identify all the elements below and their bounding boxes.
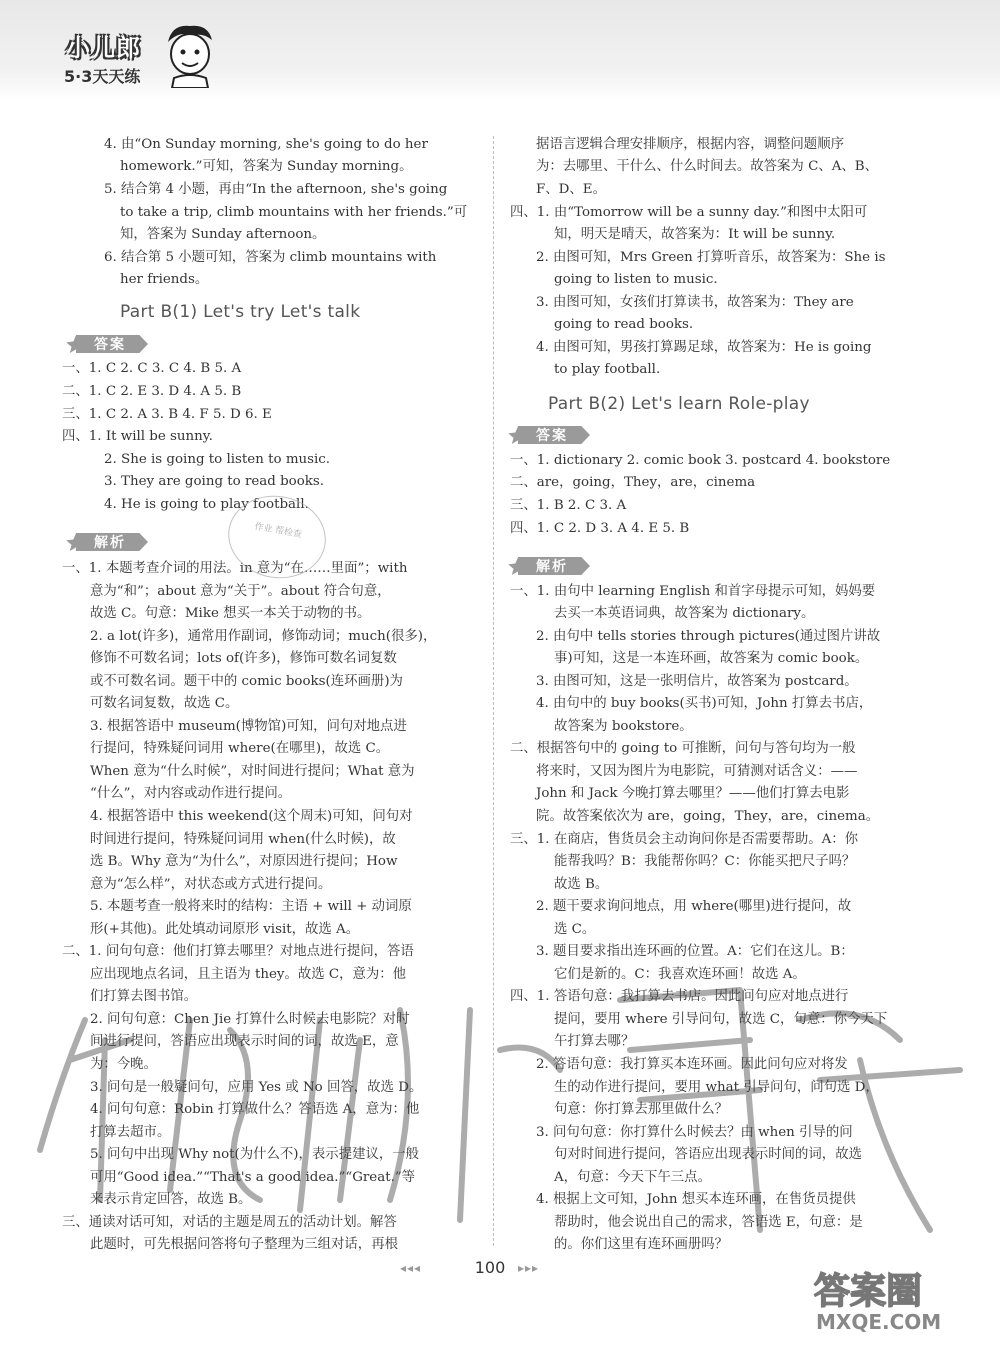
text-line: 2. 题干要求询问地点，用 where(哪里)进行提问，故 — [536, 899, 852, 914]
text-line: F、D、E。 — [536, 182, 606, 197]
text-line: 四、1. 答语句意：我打算去书店。因此问句应对地点进行 — [510, 989, 849, 1004]
part-title: Part B(1) Let's try Let's talk — [120, 302, 361, 322]
text-line: 此题时，可先根据问答将句子整理为三组对话，再根 — [90, 1237, 398, 1252]
text-line: 帮助时，他会说出自己的需求，答语选 E，句意：是 — [554, 1215, 863, 1230]
text-line: 们打算去图书馆。 — [90, 989, 198, 1004]
text-line: 为：今晚。 — [90, 1057, 157, 1072]
answer-line: 二、are，going，They，are，cinema — [510, 475, 756, 490]
site-watermark-logo: 答案圈 — [814, 1271, 923, 1312]
text-line: 或不可数名词。题干中的 comic books(连环画册)为 — [90, 674, 403, 689]
text-line: 生的动作进行提问，要用 what 引导问句，问句选 D， — [554, 1080, 879, 1095]
text-line: 意为“怎么样”，对状态或方式进行提问。 — [90, 877, 332, 892]
next-arrows-icon: ▸▸▸ — [518, 1261, 540, 1275]
text-line: homework.”可知，答案为 Sunday morning。 — [120, 159, 413, 174]
text-line: to take a trip, climb mountains with her friends.”可 — [120, 205, 468, 220]
text-line: 4. 根据上文可知，John 想买本连环画，在售货员提供 — [536, 1192, 856, 1207]
text-line: 间进行提问，答语应出现表示时间的词，故选 E，意 — [90, 1034, 399, 1049]
text-line: 2. 问句句意：Chen Jie 打算什么时候去电影院？对时 — [90, 1012, 410, 1027]
text-line: 二、1. 问句句意：他们打算去哪里？对地点进行提问，答语 — [62, 944, 414, 959]
text-line: 5. 问句中出现 Why not(为什么不)，表示提建议，一般 — [90, 1147, 420, 1162]
analysis-banner — [64, 531, 164, 553]
text-line: 4. 由“On Sunday morning, she's going to do her — [104, 137, 428, 152]
text-line: 来表示肯定回答，故选 B。 — [90, 1192, 252, 1207]
answer-label: 答案 — [536, 428, 568, 444]
answer-line: 4. He is going to play football. — [104, 497, 309, 512]
text-line: 2. 由图可知，Mrs Green 打算听音乐，故答案为：She is — [536, 250, 886, 265]
text-line: 6. 结合第 5 小题可知，答案为 climb mountains with — [104, 250, 437, 265]
series-logo — [58, 22, 218, 92]
text-line: 事)可知，这是一本连环画，故答案为 comic book。 — [554, 651, 869, 666]
answer-line: 2. She is going to listen to music. — [104, 452, 331, 467]
page-number: 100 — [474, 1258, 506, 1277]
text-line: going to read books. — [554, 317, 694, 332]
text-line: 知，明天是晴天，故答案为：It will be sunny. — [554, 227, 836, 242]
stamp-text: 作业 帮检查 — [253, 522, 303, 541]
text-line: her friends。 — [120, 272, 209, 287]
text-line: 去买一本英语词典，故答案为 dictionary。 — [554, 606, 815, 621]
text-line: 行提问，特殊疑问词用 where(在哪里)，故选 C。 — [90, 741, 390, 756]
text-line: to play football. — [554, 362, 661, 377]
text-line: 午打算去哪？ — [554, 1034, 635, 1049]
text-line: 选 B。Why 意为“为什么”，对原因进行提问；How — [90, 854, 398, 869]
text-line: 能帮我吗？B：我能帮你吗？C：你能买把尺子吗？ — [554, 854, 856, 869]
text-line: 2. a lot(许多)，通常用作副词，修饰动词；much(很多)， — [90, 629, 437, 644]
text-line: 4. 问句句意：Robin 打算做什么？答语选 A，意为：他 — [90, 1102, 420, 1117]
text-line: 将来时，又因为图片为电影院，可猜测对话含义：—— — [536, 764, 858, 779]
text-line: “什么”，对内容或动作进行提问。 — [90, 786, 292, 801]
text-line: 三、通读对话可知，对话的主题是周五的活动计划。解答 — [62, 1215, 397, 1230]
text-line: 5. 本题考查一般将来时的结构：主语 + will + 动词原 — [90, 899, 412, 914]
text-line: 四、1. 由“Tomorrow will be a sunny day.”和图中太阳可 — [510, 205, 868, 220]
text-line: 为：去哪里、干什么、什么时间去。故答案为 C、A、B、 — [536, 159, 878, 174]
text-line: When 意为“什么时候”，对时间进行提问；What 意为 — [90, 764, 415, 779]
text-line: going to listen to music. — [554, 272, 718, 287]
logo-subtitle: 5·3天天练 — [64, 67, 141, 86]
answer-line: 三、1. C 2. A 3. B 4. F 5. D 6. E — [62, 407, 272, 422]
part-title: Part B(2) Let's learn Role-play — [548, 394, 810, 414]
text-line: 二、根据答句中的 going to 可推断，问句与答句均为一般 — [510, 741, 856, 756]
text-line: 知，答案为 Sunday afternoon。 — [120, 227, 326, 242]
analysis-banner — [506, 555, 606, 577]
answer-banner — [506, 424, 606, 446]
text-line: 意为“和”；about 意为“关于”。about 符合句意， — [90, 584, 391, 599]
text-line: 它们是新的。C：我喜欢连环画！故选 A。 — [554, 967, 806, 982]
text-line: 据语言逻辑合理安排顺序，根据内容，调整问题顺序 — [536, 137, 844, 152]
text-line: 选 C。 — [554, 922, 596, 937]
prev-arrows-icon: ◂◂◂ — [400, 1261, 422, 1275]
text-line: 3. 问句句意：你打算什么时候去？由 when 引导的问 — [536, 1125, 853, 1140]
text-line: 修饰不可数名词；lots of(许多)，修饰可数名词复数 — [90, 651, 397, 666]
text-line: 应出现地点名词，且主语为 they。故选 C，意为：他 — [90, 967, 407, 982]
text-line: 故选 B。 — [554, 877, 609, 892]
text-line: 故答案为 bookstore。 — [554, 719, 693, 734]
text-line: 4. 根据答语中 this weekend(这个周末)可知，问句对 — [90, 809, 413, 824]
text-line: 句意：你打算去那里做什么？ — [554, 1102, 729, 1117]
answer-line: 3. They are going to read books. — [104, 474, 325, 489]
answer-line: 四、1. It will be sunny. — [62, 429, 213, 444]
answer-line: 三、1. B 2. C 3. A — [510, 498, 627, 513]
answer-label: 答案 — [94, 337, 126, 353]
logo-title: 小儿郎 — [66, 34, 141, 62]
answer-line: 四、1. C 2. D 3. A 4. E 5. B — [510, 521, 690, 536]
text-line: A，句意：今天下午三点。 — [554, 1170, 711, 1185]
text-line: 3. 根据答语中 museum(博物馆)可知，问句对地点进 — [90, 719, 407, 734]
answer-line: 二、1. C 2. E 3. D 4. A 5. B — [62, 384, 242, 399]
text-line: 院。故答案依次为 are，going，They，are，cinema。 — [536, 809, 880, 824]
answer-line: 一、1. C 2. C 3. C 4. B 5. A — [62, 361, 242, 376]
analysis-label: 解析 — [94, 535, 126, 551]
text-line: 故选 C。句意：Mike 想买一本关于动物的书。 — [90, 606, 371, 621]
text-line: 2. 答语句意：我打算买本连环画。因此问句应对将发 — [536, 1057, 848, 1072]
text-line: 提问，要用 where 引导问句，故选 C，句意：你今天下 — [554, 1012, 888, 1027]
text-line: 3. 由图可知，女孩们打算读书，故答案为：They are — [536, 295, 854, 310]
text-line: 可数名词复数，故选 C。 — [90, 696, 239, 711]
text-line: 3. 由图可知，这是一张明信片，故答案为 postcard。 — [536, 674, 858, 689]
text-line: 一、1. 由句中 learning English 和首字母提示可知，妈妈要 — [510, 584, 876, 599]
text-line: 2. 由句中 tells stories through pictures(通过图片讲故 — [536, 629, 881, 644]
text-line: 可用“Good idea.”“That's a good idea.”“Great.”等 — [90, 1170, 416, 1185]
text-line: 的。你们这里有连环画册吗？ — [554, 1237, 729, 1252]
answer-line: 一、1. dictionary 2. comic book 3. postcard 4. bookstore — [510, 453, 891, 468]
text-line: 4. 由句中的 buy books(买书)可知，John 打算去书店， — [536, 696, 873, 711]
text-line: 一、1. 本题考查介词的用法。in 意为“在……里面”；with — [62, 561, 408, 576]
analysis-label: 解析 — [536, 559, 568, 575]
answer-banner — [64, 333, 164, 355]
cartoon-boy-icon — [162, 22, 216, 88]
text-line: 3. 问句是一般疑问句，应用 Yes 或 No 回答，故选 D。 — [90, 1080, 423, 1095]
text-line: 句对时间进行提问，答语应出现表示时间的词，故选 — [554, 1147, 862, 1162]
text-line: 4. 由图可知，男孩打算踢足球，故答案为：He is going — [536, 340, 872, 355]
text-line: 5. 结合第 4 小题，再由“In the afternoon, she's going — [104, 182, 448, 197]
text-line: 形(+其他)。此处填动词原形 visit，故选 A。 — [90, 922, 360, 937]
text-line: 打算去超市。 — [90, 1125, 171, 1140]
column-divider — [493, 136, 494, 1246]
text-line: 3. 题目要求指出连环画的位置。A：它们在这儿。B： — [536, 944, 854, 959]
text-line: 三、1. 在商店，售货员会主动询问你是否需要帮助。A：你 — [510, 832, 859, 847]
text-line: John 和 Jack 今晚打算去哪里？——他们打算去电影 — [536, 786, 850, 801]
site-watermark-url: MXQE.COM — [816, 1310, 942, 1334]
text-line: 时间进行提问，特殊疑问词用 when(什么时候)，故 — [90, 832, 396, 847]
